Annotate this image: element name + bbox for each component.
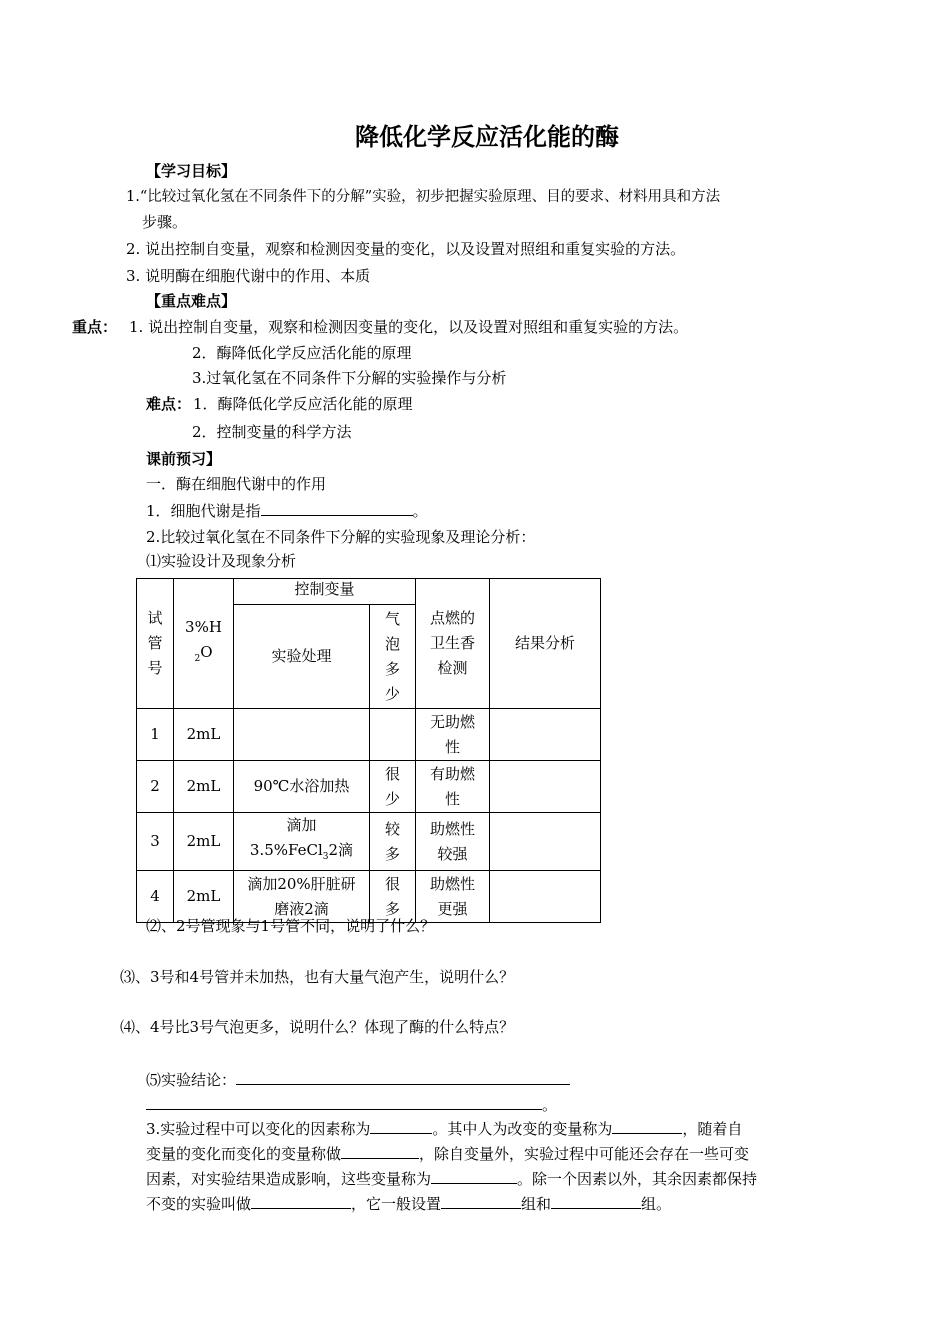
table-row [137,761,601,813]
irrelevant-variable-blank[interactable] [431,1167,517,1184]
incense-cell: 无助燃性 [416,709,490,761]
variables-line-2: 变量的变化而变化的变量称做 ，除自变量外，实验过程中可能还会存在一些可变 [146,1142,749,1164]
result-cell[interactable] [490,761,601,813]
variables-line-4: 不变的实验叫做 ，它一般设置 组和 组。 [146,1192,671,1214]
conclusion-blank-2[interactable] [146,1093,542,1110]
question-1-text: 1．细胞代谢是指 [146,502,261,520]
difficulty-label: 难点： [146,395,192,413]
focus-item-1: 1. 说出控制自变量，观察和检测因变量的变化，以及设置对照组和重复实验的方法。 [129,318,689,336]
incense-cell: 助燃性较强 [416,813,490,871]
goal-item-1: 1.“比较过氧化氢在不同条件下的分解”实验，初步把握实验原理、目的要求、材料用具和方法 [126,189,721,205]
result-cell[interactable] [490,709,601,761]
h2o2-volume: 2mL [174,709,234,761]
keypoints-heading: 【重点难点】 [146,292,237,310]
question-5-label: ⑸实验结论： [146,1071,237,1089]
tube-number: 4 [137,871,174,923]
result-cell[interactable] [490,871,601,923]
treatment-cell: 90℃水浴加热 [234,761,370,813]
treatment-cell: 滴加 3.5%FeCl$_3$2滴 [234,813,370,871]
incense-cell: 有助燃性 [416,761,490,813]
variables-line-3: 因素，对实验结果造成影响，这些变量称为 。除一个因素以外，其余因素都保持 [146,1167,757,1189]
tube-number: 2 [137,761,174,813]
difficulty-item-2: 2．控制变量的科学方法 [192,423,352,441]
question-4: ⑷、4号比3号气泡更多，说明什么？体现了酶的什么特点？ [120,1018,515,1036]
bubbles-cell: 很少 [370,761,416,813]
tube-number: 1 [137,709,174,761]
focus-label: 重点： [72,318,118,336]
bubbles-cell: 很多 [370,871,416,923]
result-cell[interactable] [490,813,601,871]
question-3: ⑶、3号和4号管并未加热，也有大量气泡产生，说明什么？ [120,968,515,986]
factor-blank[interactable] [370,1117,432,1134]
controlled-experiment-blank[interactable] [251,1192,351,1209]
question-5 [146,1068,570,1090]
goal-item-3: 3. 说明酶在细胞代谢中的作用、本质 [126,267,371,285]
question-1-end: 。 [412,502,428,520]
difficulty-item-1: 1．酶降低化学反应活化能的原理 [193,395,413,413]
answer-blank[interactable] [261,499,413,516]
group-blank-1[interactable] [441,1192,521,1209]
h2o2-volume: 2mL [174,761,234,813]
dependent-variable-blank[interactable] [341,1142,419,1159]
variables-line-1: 3.实验过程中可以变化的因素称为 。其中人为改变的变量称为 ，随着自 [146,1117,742,1139]
table-row [137,709,601,761]
goal-item-1-cont: 步骤。 [142,213,188,231]
header-h2o2: 3%H $_2$O [174,579,234,709]
header-incense-test: 点燃的卫生香检测 [416,579,490,709]
question-5-line2 [146,1093,557,1115]
question-2: ⑵、2号管现象与1号管不同，说明了什么？ [146,917,436,935]
group-blank-2[interactable] [551,1192,641,1209]
preview-question-2-sub: ⑴实验设计及现象分析 [146,552,297,570]
conclusion-blank[interactable] [236,1068,570,1085]
header-control-variable: 控制变量 [234,579,416,605]
preview-heading: 课前预习】 [146,450,222,468]
header-result-analysis: 结果分析 [490,579,601,709]
incense-cell: 助燃性更强 [416,871,490,923]
focus-item-3: 3.过氧化氢在不同条件下分解的实验操作与分析 [192,369,507,387]
goals-heading: 【学习目标】 [146,162,237,180]
table-row [137,871,601,923]
h2o2-volume: 2mL [174,871,234,923]
goal-item-2: 2. 说出控制自变量，观察和检测因变量的变化，以及设置对照组和重复实验的方法。 [126,240,686,258]
independent-variable-blank[interactable] [612,1117,682,1134]
header-treatment: 实验处理 [234,605,370,709]
h2o2-volume: 2mL [174,813,234,871]
bubbles-cell: 较多 [370,813,416,871]
question-5-end: 。 [542,1096,558,1114]
preview-section-1: 一．酶在细胞代谢中的作用 [146,475,327,493]
preview-question-2: 2.比较过氧化氢在不同条件下分解的实验现象及理论分析： [146,528,536,546]
header-tube: 试管号 [137,579,174,709]
treatment-cell: 滴加20%肝脏研磨液2滴 [234,871,370,923]
page-title: 降低化学反应活化能的酶 [355,123,619,151]
tube-number: 3 [137,813,174,871]
experiment-table [136,578,601,923]
preview-question-1 [146,499,428,521]
bubbles-cell[interactable] [370,709,416,761]
focus-item-2: 2．酶降低化学反应活化能的原理 [192,344,412,362]
treatment-cell[interactable] [234,709,370,761]
header-bubbles: 气泡多少 [370,605,416,709]
table-row [137,813,601,871]
